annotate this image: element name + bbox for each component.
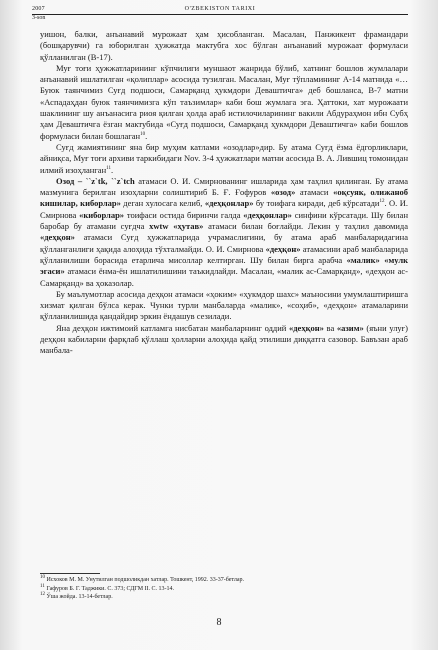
paragraph-text: тоифаси остида биринчи галда (124, 209, 244, 220)
paragraph-text: атамаси ёнма-ён ишлатилишини таъкидлайди. Масалан, «малик ас-Самарқанд», «деҳқон ас-Самарқанд» ва ҳоказолар. (40, 266, 408, 288)
paragraph-text: синфини кўрсатади. Шу билан баробар бу атамани суғдча (40, 209, 408, 232)
paragraph-text: атамаси (295, 187, 334, 198)
paragraph (40, 176, 408, 289)
paragraph (40, 63, 408, 142)
paragraph-text: . (110, 164, 114, 175)
footnote-number: 12 (40, 592, 45, 598)
footnotes (40, 576, 408, 602)
footnote (40, 585, 408, 594)
paragraph-text: Суғд жамиятининг яна бир муҳим катлами «озодлар»дир. Бу атама Суғд ёзма ёдгорликлари, айниқса, Муғ тоғи архиви таркибидаги Nov. 3-4 ҳужжатлари матни асосида В. А. Лившиц томонидан илмий изоҳланган (40, 141, 408, 175)
paragraph-text: . (145, 130, 148, 141)
footnote-ref: 12 (379, 199, 385, 205)
footnote-rule (40, 573, 100, 574)
header-issue: 3-son (32, 15, 46, 21)
paragraph-text: Муғ тоғи ҳужжатларининг кўпчилиги муншаот жанрида бўлиб, хатнинг бошлов жумлалари анъанавий ишлатилган «қолиплар» асосида тузилган. Масалан, Муғ тўпламининг А-14 матнида «…Буюк таянчимиз Суғд подшоси, Самарқанд ҳукмдори Деваштичга» деб бошланса, В-7 матни «Аспадаҳдан буюк таянчимизга кўп таъзимлар» каби бош жумлага эга. Ҳаттоки, хат мурожаати шаклининг шу анъанасига риоя қилган ҳолда араб истилочиларининг вакили Абдураҳмон ибн Субҳ ҳам Деваштичга ёзган мактубида «Суғд подшоси, Самарқанд ҳукмдори Деваштичга» каби бошлов формуласи билан бошлаган (40, 62, 408, 141)
footnote-text: Ўша жойда. 13-14-бетлар. (45, 594, 113, 601)
paragraph-text: ва (323, 322, 337, 333)
footnote (40, 576, 408, 585)
article-body (40, 29, 408, 357)
paragraph (40, 29, 408, 63)
bold-term: «деҳқон» (289, 322, 324, 333)
paragraph-text: . О. И. Смирнова (40, 198, 408, 220)
footnote-number: 10 (40, 575, 45, 580)
bold-term: «малик» «мулк эгаси» (40, 254, 408, 277)
paragraph (40, 142, 408, 176)
bold-term: «деҳқон» (265, 243, 301, 254)
bold-term: xwtw «ҳутав» (149, 221, 204, 232)
header-journal-title: O'ZBEKISTON TARIXI (184, 6, 256, 12)
paragraph-text: (яъни улуғ) деҳқон кабиларни фарқлаб қўллаш ҳолларни алоҳида қайд этилиши диққатга сазовор. Бавъзан араб манбала- (40, 322, 408, 356)
bold-term: Озод – ``z`tk, ``z`tch (56, 175, 135, 186)
bold-term: «озод» (270, 187, 296, 198)
footnote-text: Гафуров Б. Г. Таджики. С. 373; СДГМ II. С. 13-14. (44, 585, 175, 592)
footnote-number: 11 (40, 583, 45, 589)
footnote-text: Исхоков М. М. Унутилган подшоликдан хатлар. Тошкент, 1992. 33-37-бетлар. (45, 577, 245, 583)
bold-term: «деҳқонлар» (243, 209, 292, 220)
header-year: 2007 (32, 6, 45, 12)
bold-term: «азим» (336, 322, 364, 333)
paragraph (40, 289, 408, 323)
bold-term: «деҳқон» (40, 232, 75, 243)
paragraph-text: атамасини араб манбаларида қўлланилиши борасида етарлича мисоллар келтирган. Шу билан бирга арабча (40, 243, 408, 265)
paragraph-text: атамаси Суғд ҳужжатларида учрамаслигини, бу атама араб манбаларидагина қўлланганлиги ҳақида алоҳида тўхталмайди. О. И. Смирнова (40, 232, 408, 254)
paragraph-text: Яна деҳқон ижтимоий катламга нисбатан манбаларнинг оддий (56, 322, 289, 333)
bold-term: «киборлар» (79, 209, 125, 220)
paragraph-text: бу тоифага киради, деб кўрсатади (253, 198, 380, 209)
header-rule (32, 14, 408, 15)
paragraph-text: атамаси билан боғлайди. Лекин у таҳлил давомида (203, 221, 408, 232)
bold-term: «деҳқонлар» (204, 198, 254, 209)
footnote-ref: 11 (106, 165, 111, 171)
paragraph-text: деган хулосага келиб, (120, 198, 205, 209)
page-number: 8 (216, 617, 222, 628)
bold-term: «оқсуяк, олижаноб кишилар, киборлар» (40, 187, 408, 209)
footnote (40, 593, 408, 602)
paragraph-text: Бу маълумотлар асосида деҳқон атамаси «ҳоким» «ҳукмдор шахс» маъносини умумлаштиришга хизмат қилган бўлса керак. Чунки турли манбаларда «малик», «соҳиб», «деҳқон» атамаларини қўлланилишида қандайдир эркин ёндашув сезилади. (40, 288, 408, 322)
paragraph-text: уишон, балки, анъанавий мурожаат ҳам ҳисобланган. Масалан, Панжикент фрамандари (бошқарувчи) га юборилган ҳужжатда мактубга хос бўлган анъанавий мурожаат формуласи қўлланилган (В-17). (40, 29, 408, 62)
footnote-ref: 10 (140, 131, 146, 137)
paragraph-text: атамаси О. И. Смирнованинг ишларида ҳам таҳлил қилинган. Бу атама мазмунига берилган изоҳларни солиштириб Б. Ғ. Ғофуров (40, 175, 408, 198)
paragraph (40, 323, 408, 357)
